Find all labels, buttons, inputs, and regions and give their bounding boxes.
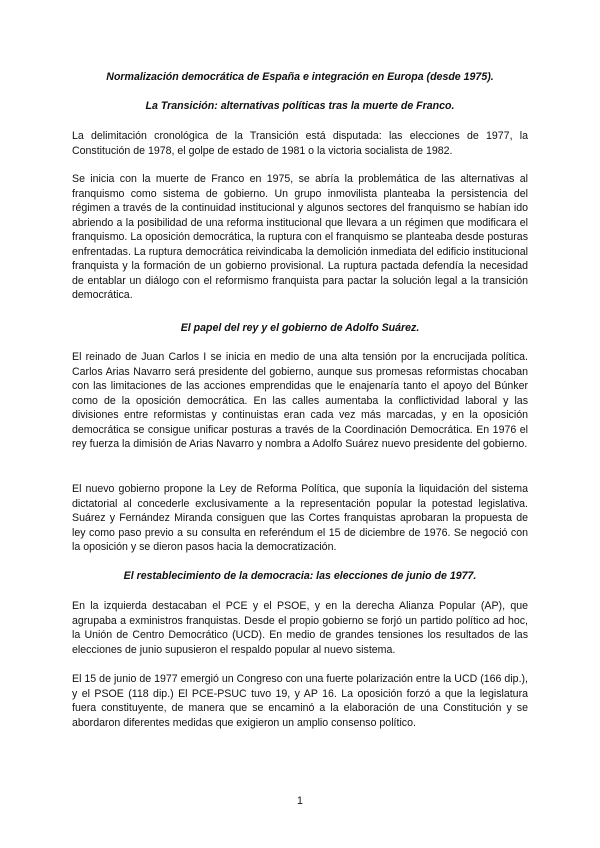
document-title: Normalización democrática de España e integración en Europa (desde 1975). — [106, 71, 494, 83]
paragraph-alternativas: Se inicia con la muerte de Franco en 1975, se abría la problemática de las alternativas al franquismo como sistema de gobierno. Un grupo inmovilista planteaba la persistencia del régimen a través de la continuidad institucional y algunos sectores del franquismo se habían ido abriendo a la posibilidad de una reforma institucional que llevara a un régimen que modificara el franquismo. La oposición democrática, la ruptura con el franquismo se planteaba desde posturas enfrentadas. La ruptura democrática reivindicaba la demolición inmediata del edificio institucional franquista y la formación de un gobierno provisional. La ruptura pactada defendía la necesidad de entablar un diálogo con el reformismo franquista para pactar la solución legal a la transición democrática. — [72, 173, 528, 301]
paragraph-partidos: En la izquierda destacaban el PCE y el PSOE, y en la derecha Alianza Popular (AP), que agrupaba a exministros franquistas. Desde el propio gobierno se forjó un partido político ad hoc, la Unión de Centro Democrático (UCD). En medio de grandes tensiones los resultados de las elecciones de junio supusieron el respaldo popular al nuevo sistema. — [72, 600, 528, 656]
section-heading-rey-suarez: El papel del rey y el gobierno de Adolfo Suárez. — [180, 322, 420, 334]
paragraph-delimitacion: La delimitación cronológica de la Transición está disputada: las elecciones de 1977, la Constitución de 1978, el golpe de estado de 1981 o la victoria socialista de 1982. — [72, 130, 528, 157]
page-number: 1 — [297, 795, 303, 807]
paragraph-congreso: El 15 de junio de 1977 emergió un Congreso con una fuerte polarización entre la UCD (166 dip.), y el PSOE (118 dip.) El PCE-PSUC tuvo 19, y AP 16. La oposición forzó a que la legislatura fuera constituyente, de manera que se encaminó a la elaboración de una Constitución y se abordaron diferentes medidas que exigieron un amplio consenso político. — [72, 673, 528, 729]
section-heading-elecciones-1977: El restablecimiento de la democracia: las elecciones de junio de 1977. — [123, 570, 477, 582]
section-heading-transicion: La Transición: alternativas políticas tras la muerte de Franco. — [145, 100, 455, 112]
paragraph-reinado: El reinado de Juan Carlos I se inicia en medio de una alta tensión por la encrucijada política. Carlos Arias Navarro será presidente del gobierno, aunque sus promesas reformistas chocaban con las limitaciones de las acciones emprendidas que le enajenaría tanto el apoyo del Búnker como de la oposición democrática. En las calles aumentaba la conflictividad laboral y las divisiones entre reformistas y continuistas eran cada vez más marcadas, y en la oposición democrática se consigue unificar posturas a través de la Coordinación Democrática. En 1976 el rey fuerza la dimisión de Arias Navarro y nombra a Adolfo Suárez nuevo presidente del gobierno. — [72, 351, 528, 450]
paragraph-reforma-politica: El nuevo gobierno propone la Ley de Reforma Política, que suponía la liquidación del sistema dictatorial al concederle exclusivamente a la representación popular la potestad legislativa. Suárez y Fernández Miranda consiguen que las Cortes franquistas aprobaran la propuesta de ley como paso previo a su consulta en referéndum el 15 de diciembre de 1976. Se negoció con la oposición y se dieron pasos hacia la democratización. — [72, 483, 528, 553]
